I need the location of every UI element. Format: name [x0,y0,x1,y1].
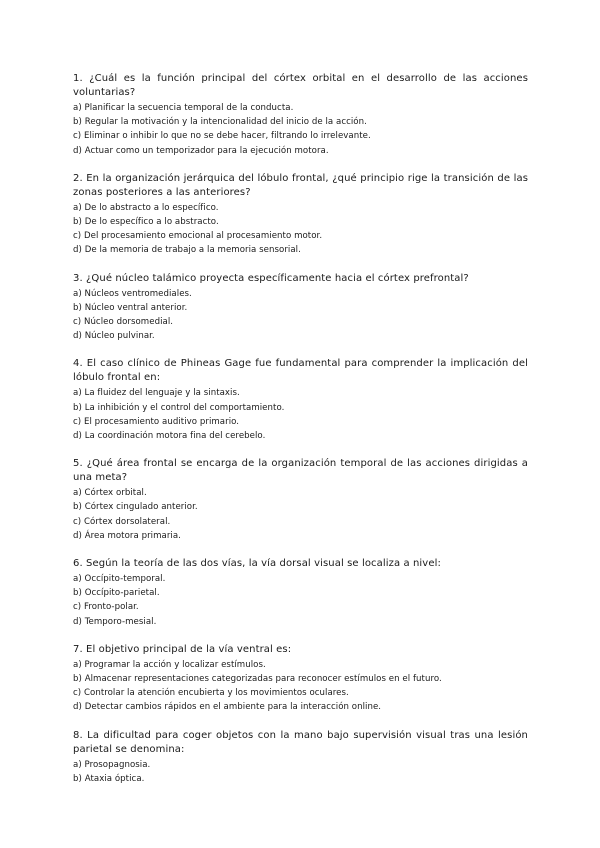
option-list [73,758,528,786]
question-block [73,357,528,443]
option-b: b) Occípito-parietal. [73,588,160,599]
option-list [73,287,528,344]
option-c: c) Fronto-polar. [73,602,139,613]
question-text: 2. En la organización jerárquica del lóbulo frontal, ¿qué principio rige la transición de las zonas posteriores a las anteriores? [73,172,528,198]
option-list [73,386,528,443]
option-c: c) El procesamiento auditivo primario. [73,416,240,427]
option-a: a) Prosopagnosia. [73,759,151,770]
option-c: c) Eliminar o inhibir lo que no se debe hacer, filtrando lo irrelevante. [73,131,371,142]
option-a: a) De lo abstracto a lo específico. [73,202,219,213]
option-b: b) Ataxia óptica. [73,773,145,784]
option-d: d) De la memoria de trabajo a la memoria sensorial. [73,245,301,256]
question-block [73,643,528,715]
option-d: d) Núcleo pulvinar. [73,331,155,342]
question-text: 3. ¿Qué núcleo talámico proyecta específicamente hacia el córtex prefrontal? [73,272,469,284]
option-d: d) Actuar como un temporizador para la ejecución motora. [73,145,329,156]
question-block [73,729,528,786]
question-block [73,272,528,344]
option-list [73,658,528,715]
option-a: a) La fluidez del lenguaje y la sintaxis. [73,388,240,399]
question-text: 7. El objetivo principal de la vía ventral es: [73,643,292,655]
question-text: 6. Según la teoría de las dos vías, la vía dorsal visual se localiza a nivel: [73,558,441,570]
option-a: a) Córtex orbital. [73,488,147,499]
option-d: d) Temporo-mesial. [73,616,157,627]
question-text: 1. ¿Cuál es la función principal del córtex orbital en el desarrollo de las acciones voluntarias? [73,73,528,98]
option-list [73,572,528,629]
option-b: b) De lo específico a lo abstracto. [73,217,219,228]
option-d: d) La coordinación motora fina del cerebelo. [73,431,266,442]
option-a: a) Occípito-temporal. [73,574,166,585]
option-list [73,201,528,258]
question-text: 8. La dificultad para coger objetos con la mano bajo supervisión visual tras una lesión parietal se denomina: [73,729,528,755]
option-list [73,486,528,543]
question-block [73,457,528,543]
option-c: c) Del procesamiento emocional al procesamiento motor. [73,231,323,242]
option-c: c) Controlar la atención encubierta y los movimientos oculares. [73,688,349,699]
option-b: b) Regular la motivación y la intencionalidad del inicio de la acción. [73,117,367,128]
option-b: b) La inhibición y el control del comportamiento. [73,402,285,413]
option-b: b) Almacenar representaciones categorizadas para reconocer estímulos en el futuro. [73,674,442,685]
option-a: a) Planificar la secuencia temporal de la conducta. [73,103,294,113]
option-a: a) Programar la acción y localizar estímulos. [73,659,266,670]
question-text: 4. El caso clínico de Phineas Gage fue fundamental para comprender la implicación del lóbulo frontal en: [73,358,528,384]
option-a: a) Núcleos ventromediales. [73,288,192,299]
option-b: b) Núcleo ventral anterior. [73,302,188,313]
option-d: d) Detectar cambios rápidos en el ambiente para la interacción online. [73,702,382,713]
question-text: 5. ¿Qué área frontal se encarga de la organización temporal de las acciones dirigidas a una meta? [73,458,528,484]
option-list [73,101,528,158]
option-d: d) Área motora primaria. [73,530,181,541]
question-block [73,72,528,158]
option-c: c) Córtex dorsolateral. [73,516,171,527]
option-c: c) Núcleo dorsomedial. [73,317,174,328]
question-block [73,557,528,629]
question-block [73,172,528,258]
option-b: b) Córtex cingulado anterior. [73,502,198,513]
question-list [73,72,528,800]
